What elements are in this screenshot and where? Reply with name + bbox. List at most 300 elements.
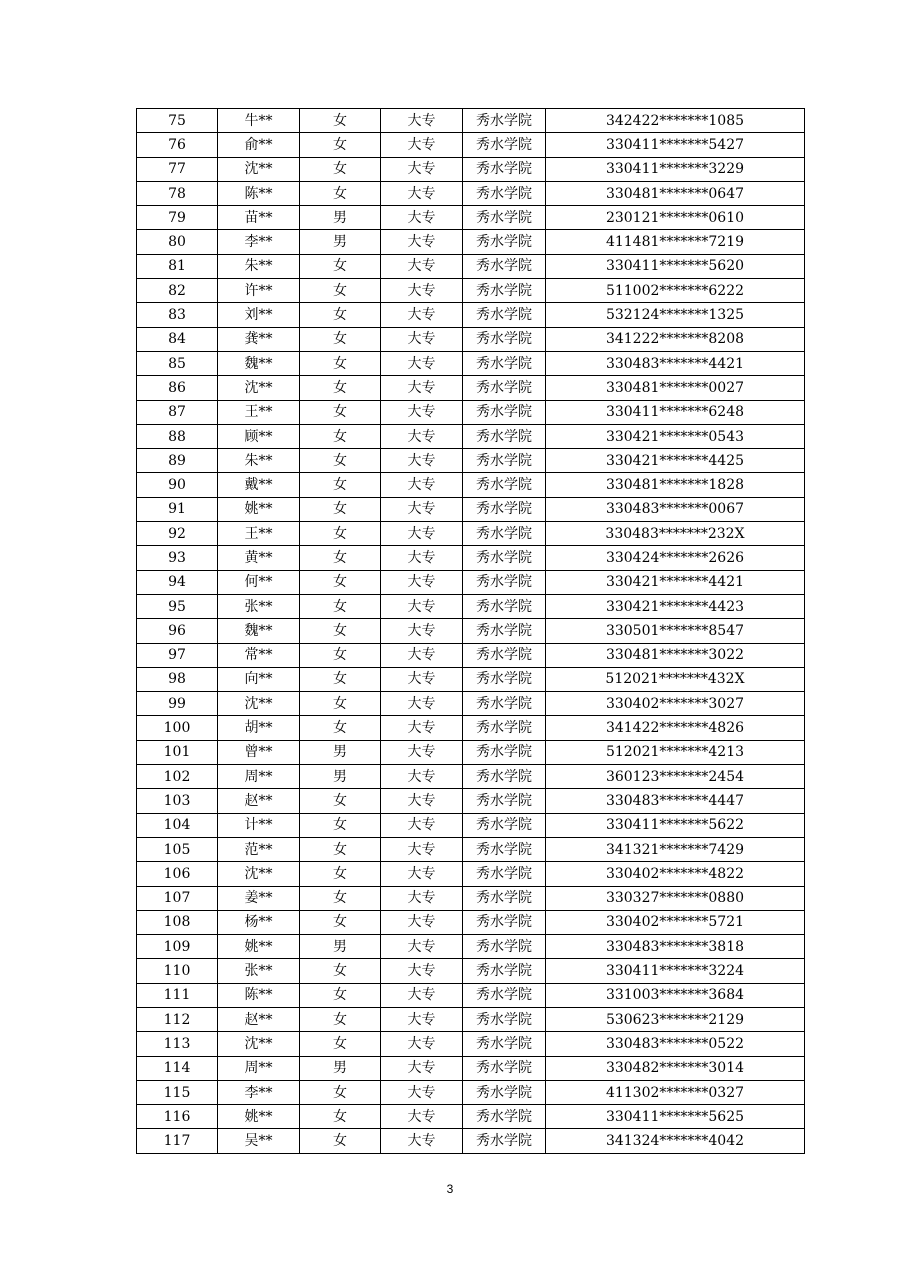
school-cell: 秀水学院 bbox=[463, 327, 546, 351]
table-row bbox=[137, 303, 805, 327]
name-cell: 许** bbox=[218, 279, 300, 303]
row-number-cell: 107 bbox=[137, 886, 218, 910]
education-cell: 大专 bbox=[381, 619, 463, 643]
school-cell: 秀水学院 bbox=[463, 1056, 546, 1080]
id-number-cell: 330402*******3027 bbox=[546, 692, 805, 716]
table-row bbox=[137, 327, 805, 351]
row-number-cell: 108 bbox=[137, 910, 218, 934]
table-row bbox=[137, 740, 805, 764]
gender-cell: 女 bbox=[300, 983, 381, 1007]
name-cell: 沈** bbox=[218, 376, 300, 400]
education-cell: 大专 bbox=[381, 594, 463, 618]
table-row bbox=[137, 789, 805, 813]
school-cell: 秀水学院 bbox=[463, 886, 546, 910]
name-cell: 李** bbox=[218, 1080, 300, 1104]
school-cell: 秀水学院 bbox=[463, 910, 546, 934]
name-cell: 张** bbox=[218, 959, 300, 983]
table-row bbox=[137, 886, 805, 910]
school-cell: 秀水学院 bbox=[463, 1105, 546, 1129]
school-cell: 秀水学院 bbox=[463, 837, 546, 861]
table-row bbox=[137, 424, 805, 448]
name-cell: 何** bbox=[218, 570, 300, 594]
gender-cell: 男 bbox=[300, 765, 381, 789]
row-number-cell: 95 bbox=[137, 594, 218, 618]
gender-cell: 女 bbox=[300, 279, 381, 303]
education-cell: 大专 bbox=[381, 789, 463, 813]
name-cell: 杨** bbox=[218, 910, 300, 934]
table-row bbox=[137, 862, 805, 886]
id-number-cell: 330421*******4425 bbox=[546, 449, 805, 473]
education-cell: 大专 bbox=[381, 522, 463, 546]
education-cell: 大专 bbox=[381, 570, 463, 594]
id-number-cell: 330483*******3818 bbox=[546, 935, 805, 959]
education-cell: 大专 bbox=[381, 765, 463, 789]
name-cell: 胡** bbox=[218, 716, 300, 740]
gender-cell: 女 bbox=[300, 643, 381, 667]
name-cell: 常** bbox=[218, 643, 300, 667]
education-cell: 大专 bbox=[381, 327, 463, 351]
gender-cell: 女 bbox=[300, 1105, 381, 1129]
id-number-cell: 330421*******4423 bbox=[546, 594, 805, 618]
table-row bbox=[137, 1056, 805, 1080]
name-cell: 陈** bbox=[218, 983, 300, 1007]
row-number-cell: 92 bbox=[137, 522, 218, 546]
table-row bbox=[137, 400, 805, 424]
education-cell: 大专 bbox=[381, 716, 463, 740]
school-cell: 秀水学院 bbox=[463, 765, 546, 789]
id-number-cell: 360123*******2454 bbox=[546, 765, 805, 789]
school-cell: 秀水学院 bbox=[463, 400, 546, 424]
id-number-cell: 512021*******4213 bbox=[546, 740, 805, 764]
gender-cell: 女 bbox=[300, 1032, 381, 1056]
gender-cell: 女 bbox=[300, 813, 381, 837]
row-number-cell: 81 bbox=[137, 254, 218, 278]
name-cell: 戴** bbox=[218, 473, 300, 497]
table-row bbox=[137, 643, 805, 667]
education-cell: 大专 bbox=[381, 959, 463, 983]
id-number-cell: 330421*******0543 bbox=[546, 424, 805, 448]
name-cell: 俞** bbox=[218, 133, 300, 157]
table-row bbox=[137, 157, 805, 181]
school-cell: 秀水学院 bbox=[463, 230, 546, 254]
name-cell: 姚** bbox=[218, 935, 300, 959]
school-cell: 秀水学院 bbox=[463, 449, 546, 473]
id-number-cell: 342422*******1085 bbox=[546, 109, 805, 133]
education-cell: 大专 bbox=[381, 740, 463, 764]
id-number-cell: 330482*******3014 bbox=[546, 1056, 805, 1080]
table-row bbox=[137, 910, 805, 934]
name-cell: 曾** bbox=[218, 740, 300, 764]
education-cell: 大专 bbox=[381, 133, 463, 157]
name-cell: 沈** bbox=[218, 157, 300, 181]
gender-cell: 男 bbox=[300, 230, 381, 254]
gender-cell: 女 bbox=[300, 473, 381, 497]
id-number-cell: 330411*******5625 bbox=[546, 1105, 805, 1129]
row-number-cell: 90 bbox=[137, 473, 218, 497]
education-cell: 大专 bbox=[381, 1056, 463, 1080]
school-cell: 秀水学院 bbox=[463, 206, 546, 230]
name-cell: 龚** bbox=[218, 327, 300, 351]
row-number-cell: 75 bbox=[137, 109, 218, 133]
school-cell: 秀水学院 bbox=[463, 935, 546, 959]
row-number-cell: 112 bbox=[137, 1007, 218, 1031]
row-number-cell: 109 bbox=[137, 935, 218, 959]
row-number-cell: 76 bbox=[137, 133, 218, 157]
education-cell: 大专 bbox=[381, 351, 463, 375]
education-cell: 大专 bbox=[381, 643, 463, 667]
id-number-cell: 330483*******4447 bbox=[546, 789, 805, 813]
id-number-cell: 330481*******0647 bbox=[546, 181, 805, 205]
education-cell: 大专 bbox=[381, 424, 463, 448]
education-cell: 大专 bbox=[381, 862, 463, 886]
education-cell: 大专 bbox=[381, 449, 463, 473]
id-number-cell: 330483*******0067 bbox=[546, 497, 805, 521]
row-number-cell: 85 bbox=[137, 351, 218, 375]
gender-cell: 女 bbox=[300, 716, 381, 740]
table-row bbox=[137, 497, 805, 521]
education-cell: 大专 bbox=[381, 837, 463, 861]
school-cell: 秀水学院 bbox=[463, 109, 546, 133]
row-number-cell: 94 bbox=[137, 570, 218, 594]
row-number-cell: 77 bbox=[137, 157, 218, 181]
table-row bbox=[137, 959, 805, 983]
education-cell: 大专 bbox=[381, 303, 463, 327]
name-cell: 姚** bbox=[218, 497, 300, 521]
gender-cell: 女 bbox=[300, 157, 381, 181]
education-cell: 大专 bbox=[381, 376, 463, 400]
gender-cell: 女 bbox=[300, 837, 381, 861]
gender-cell: 女 bbox=[300, 376, 381, 400]
id-number-cell: 330411*******5620 bbox=[546, 254, 805, 278]
school-cell: 秀水学院 bbox=[463, 473, 546, 497]
table-row bbox=[137, 206, 805, 230]
name-cell: 黄** bbox=[218, 546, 300, 570]
row-number-cell: 117 bbox=[137, 1129, 218, 1153]
name-cell: 沈** bbox=[218, 692, 300, 716]
table-row bbox=[137, 1105, 805, 1129]
name-cell: 计** bbox=[218, 813, 300, 837]
gender-cell: 女 bbox=[300, 667, 381, 691]
table-row bbox=[137, 546, 805, 570]
row-number-cell: 113 bbox=[137, 1032, 218, 1056]
id-number-cell: 230121*******0610 bbox=[546, 206, 805, 230]
row-number-cell: 110 bbox=[137, 959, 218, 983]
id-number-cell: 330483*******0522 bbox=[546, 1032, 805, 1056]
name-cell: 苗** bbox=[218, 206, 300, 230]
name-cell: 朱** bbox=[218, 449, 300, 473]
table-row bbox=[137, 570, 805, 594]
education-cell: 大专 bbox=[381, 497, 463, 521]
id-number-cell: 341422*******4826 bbox=[546, 716, 805, 740]
row-number-cell: 84 bbox=[137, 327, 218, 351]
education-cell: 大专 bbox=[381, 279, 463, 303]
roster-table-body bbox=[137, 109, 805, 1154]
education-cell: 大专 bbox=[381, 181, 463, 205]
gender-cell: 男 bbox=[300, 740, 381, 764]
roster-table bbox=[136, 108, 805, 1154]
id-number-cell: 330402*******5721 bbox=[546, 910, 805, 934]
gender-cell: 女 bbox=[300, 862, 381, 886]
school-cell: 秀水学院 bbox=[463, 376, 546, 400]
school-cell: 秀水学院 bbox=[463, 983, 546, 1007]
id-number-cell: 330411*******5427 bbox=[546, 133, 805, 157]
table-row bbox=[137, 619, 805, 643]
school-cell: 秀水学院 bbox=[463, 303, 546, 327]
education-cell: 大专 bbox=[381, 813, 463, 837]
table-row bbox=[137, 376, 805, 400]
id-number-cell: 532124*******1325 bbox=[546, 303, 805, 327]
table-row bbox=[137, 230, 805, 254]
table-row bbox=[137, 181, 805, 205]
education-cell: 大专 bbox=[381, 935, 463, 959]
table-row bbox=[137, 765, 805, 789]
table-row bbox=[137, 1032, 805, 1056]
id-number-cell: 331003*******3684 bbox=[546, 983, 805, 1007]
education-cell: 大专 bbox=[381, 546, 463, 570]
gender-cell: 女 bbox=[300, 959, 381, 983]
row-number-cell: 89 bbox=[137, 449, 218, 473]
row-number-cell: 104 bbox=[137, 813, 218, 837]
school-cell: 秀水学院 bbox=[463, 959, 546, 983]
row-number-cell: 101 bbox=[137, 740, 218, 764]
school-cell: 秀水学院 bbox=[463, 497, 546, 521]
education-cell: 大专 bbox=[381, 983, 463, 1007]
gender-cell: 男 bbox=[300, 1056, 381, 1080]
education-cell: 大专 bbox=[381, 667, 463, 691]
education-cell: 大专 bbox=[381, 886, 463, 910]
row-number-cell: 116 bbox=[137, 1105, 218, 1129]
id-number-cell: 330424*******2626 bbox=[546, 546, 805, 570]
school-cell: 秀水学院 bbox=[463, 181, 546, 205]
school-cell: 秀水学院 bbox=[463, 351, 546, 375]
table-row bbox=[137, 837, 805, 861]
row-number-cell: 96 bbox=[137, 619, 218, 643]
name-cell: 陈** bbox=[218, 181, 300, 205]
id-number-cell: 411481*******7219 bbox=[546, 230, 805, 254]
name-cell: 沈** bbox=[218, 862, 300, 886]
id-number-cell: 330483*******4421 bbox=[546, 351, 805, 375]
row-number-cell: 82 bbox=[137, 279, 218, 303]
school-cell: 秀水学院 bbox=[463, 279, 546, 303]
gender-cell: 女 bbox=[300, 1129, 381, 1153]
gender-cell: 女 bbox=[300, 424, 381, 448]
name-cell: 王** bbox=[218, 400, 300, 424]
name-cell: 姚** bbox=[218, 1105, 300, 1129]
gender-cell: 女 bbox=[300, 254, 381, 278]
id-number-cell: 330411*******5622 bbox=[546, 813, 805, 837]
name-cell: 张** bbox=[218, 594, 300, 618]
gender-cell: 女 bbox=[300, 910, 381, 934]
gender-cell: 女 bbox=[300, 1007, 381, 1031]
school-cell: 秀水学院 bbox=[463, 740, 546, 764]
gender-cell: 男 bbox=[300, 935, 381, 959]
education-cell: 大专 bbox=[381, 157, 463, 181]
id-number-cell: 330481*******0027 bbox=[546, 376, 805, 400]
table-row bbox=[137, 522, 805, 546]
id-number-cell: 330411*******3224 bbox=[546, 959, 805, 983]
id-number-cell: 512021*******432X bbox=[546, 667, 805, 691]
school-cell: 秀水学院 bbox=[463, 133, 546, 157]
education-cell: 大专 bbox=[381, 109, 463, 133]
gender-cell: 女 bbox=[300, 546, 381, 570]
school-cell: 秀水学院 bbox=[463, 594, 546, 618]
education-cell: 大专 bbox=[381, 1105, 463, 1129]
name-cell: 李** bbox=[218, 230, 300, 254]
education-cell: 大专 bbox=[381, 473, 463, 497]
id-number-cell: 330501*******8547 bbox=[546, 619, 805, 643]
row-number-cell: 97 bbox=[137, 643, 218, 667]
table-row bbox=[137, 133, 805, 157]
table-row bbox=[137, 1007, 805, 1031]
name-cell: 范** bbox=[218, 837, 300, 861]
gender-cell: 女 bbox=[300, 400, 381, 424]
education-cell: 大专 bbox=[381, 1032, 463, 1056]
education-cell: 大专 bbox=[381, 692, 463, 716]
id-number-cell: 341324*******4042 bbox=[546, 1129, 805, 1153]
gender-cell: 女 bbox=[300, 789, 381, 813]
gender-cell: 女 bbox=[300, 327, 381, 351]
row-number-cell: 100 bbox=[137, 716, 218, 740]
name-cell: 赵** bbox=[218, 789, 300, 813]
row-number-cell: 88 bbox=[137, 424, 218, 448]
school-cell: 秀水学院 bbox=[463, 254, 546, 278]
row-number-cell: 102 bbox=[137, 765, 218, 789]
name-cell: 魏** bbox=[218, 351, 300, 375]
id-number-cell: 511002*******6222 bbox=[546, 279, 805, 303]
name-cell: 牛** bbox=[218, 109, 300, 133]
page-number: 3 bbox=[446, 1182, 454, 1196]
name-cell: 向** bbox=[218, 667, 300, 691]
name-cell: 姜** bbox=[218, 886, 300, 910]
school-cell: 秀水学院 bbox=[463, 643, 546, 667]
name-cell: 王** bbox=[218, 522, 300, 546]
name-cell: 赵** bbox=[218, 1007, 300, 1031]
name-cell: 吴** bbox=[218, 1129, 300, 1153]
name-cell: 刘** bbox=[218, 303, 300, 327]
gender-cell: 女 bbox=[300, 181, 381, 205]
row-number-cell: 83 bbox=[137, 303, 218, 327]
education-cell: 大专 bbox=[381, 230, 463, 254]
name-cell: 魏** bbox=[218, 619, 300, 643]
gender-cell: 女 bbox=[300, 497, 381, 521]
education-cell: 大专 bbox=[381, 254, 463, 278]
id-number-cell: 341222*******8208 bbox=[546, 327, 805, 351]
id-number-cell: 330481*******1828 bbox=[546, 473, 805, 497]
name-cell: 顾** bbox=[218, 424, 300, 448]
table-row bbox=[137, 1129, 805, 1153]
education-cell: 大专 bbox=[381, 910, 463, 934]
row-number-cell: 105 bbox=[137, 837, 218, 861]
id-number-cell: 330327*******0880 bbox=[546, 886, 805, 910]
gender-cell: 女 bbox=[300, 109, 381, 133]
id-number-cell: 330402*******4822 bbox=[546, 862, 805, 886]
table-row bbox=[137, 473, 805, 497]
table-row bbox=[137, 692, 805, 716]
id-number-cell: 330481*******3022 bbox=[546, 643, 805, 667]
row-number-cell: 114 bbox=[137, 1056, 218, 1080]
gender-cell: 女 bbox=[300, 619, 381, 643]
table-row bbox=[137, 983, 805, 1007]
name-cell: 沈** bbox=[218, 1032, 300, 1056]
id-number-cell: 330483*******232X bbox=[546, 522, 805, 546]
row-number-cell: 99 bbox=[137, 692, 218, 716]
school-cell: 秀水学院 bbox=[463, 789, 546, 813]
table-row bbox=[137, 813, 805, 837]
table-row bbox=[137, 667, 805, 691]
school-cell: 秀水学院 bbox=[463, 692, 546, 716]
table-row bbox=[137, 594, 805, 618]
id-number-cell: 330411*******3229 bbox=[546, 157, 805, 181]
table-row bbox=[137, 449, 805, 473]
row-number-cell: 78 bbox=[137, 181, 218, 205]
id-number-cell: 330411*******6248 bbox=[546, 400, 805, 424]
name-cell: 朱** bbox=[218, 254, 300, 278]
gender-cell: 女 bbox=[300, 886, 381, 910]
name-cell: 周** bbox=[218, 1056, 300, 1080]
school-cell: 秀水学院 bbox=[463, 667, 546, 691]
gender-cell: 女 bbox=[300, 594, 381, 618]
row-number-cell: 111 bbox=[137, 983, 218, 1007]
gender-cell: 女 bbox=[300, 522, 381, 546]
school-cell: 秀水学院 bbox=[463, 424, 546, 448]
gender-cell: 女 bbox=[300, 351, 381, 375]
education-cell: 大专 bbox=[381, 1080, 463, 1104]
row-number-cell: 86 bbox=[137, 376, 218, 400]
school-cell: 秀水学院 bbox=[463, 1007, 546, 1031]
education-cell: 大专 bbox=[381, 400, 463, 424]
table-row bbox=[137, 1080, 805, 1104]
school-cell: 秀水学院 bbox=[463, 570, 546, 594]
school-cell: 秀水学院 bbox=[463, 813, 546, 837]
gender-cell: 女 bbox=[300, 133, 381, 157]
row-number-cell: 103 bbox=[137, 789, 218, 813]
table-row bbox=[137, 716, 805, 740]
row-number-cell: 106 bbox=[137, 862, 218, 886]
table-row bbox=[137, 109, 805, 133]
gender-cell: 女 bbox=[300, 692, 381, 716]
table-row bbox=[137, 935, 805, 959]
row-number-cell: 79 bbox=[137, 206, 218, 230]
school-cell: 秀水学院 bbox=[463, 1129, 546, 1153]
school-cell: 秀水学院 bbox=[463, 1032, 546, 1056]
school-cell: 秀水学院 bbox=[463, 522, 546, 546]
school-cell: 秀水学院 bbox=[463, 1080, 546, 1104]
school-cell: 秀水学院 bbox=[463, 862, 546, 886]
gender-cell: 女 bbox=[300, 303, 381, 327]
education-cell: 大专 bbox=[381, 206, 463, 230]
education-cell: 大专 bbox=[381, 1129, 463, 1153]
table-row bbox=[137, 279, 805, 303]
row-number-cell: 98 bbox=[137, 667, 218, 691]
id-number-cell: 530623*******2129 bbox=[546, 1007, 805, 1031]
row-number-cell: 87 bbox=[137, 400, 218, 424]
table-row bbox=[137, 254, 805, 278]
id-number-cell: 341321*******7429 bbox=[546, 837, 805, 861]
gender-cell: 女 bbox=[300, 449, 381, 473]
gender-cell: 男 bbox=[300, 206, 381, 230]
row-number-cell: 93 bbox=[137, 546, 218, 570]
row-number-cell: 80 bbox=[137, 230, 218, 254]
id-number-cell: 330421*******4421 bbox=[546, 570, 805, 594]
id-number-cell: 411302*******0327 bbox=[546, 1080, 805, 1104]
school-cell: 秀水学院 bbox=[463, 716, 546, 740]
row-number-cell: 91 bbox=[137, 497, 218, 521]
school-cell: 秀水学院 bbox=[463, 546, 546, 570]
table-row bbox=[137, 351, 805, 375]
name-cell: 周** bbox=[218, 765, 300, 789]
school-cell: 秀水学院 bbox=[463, 619, 546, 643]
gender-cell: 女 bbox=[300, 570, 381, 594]
